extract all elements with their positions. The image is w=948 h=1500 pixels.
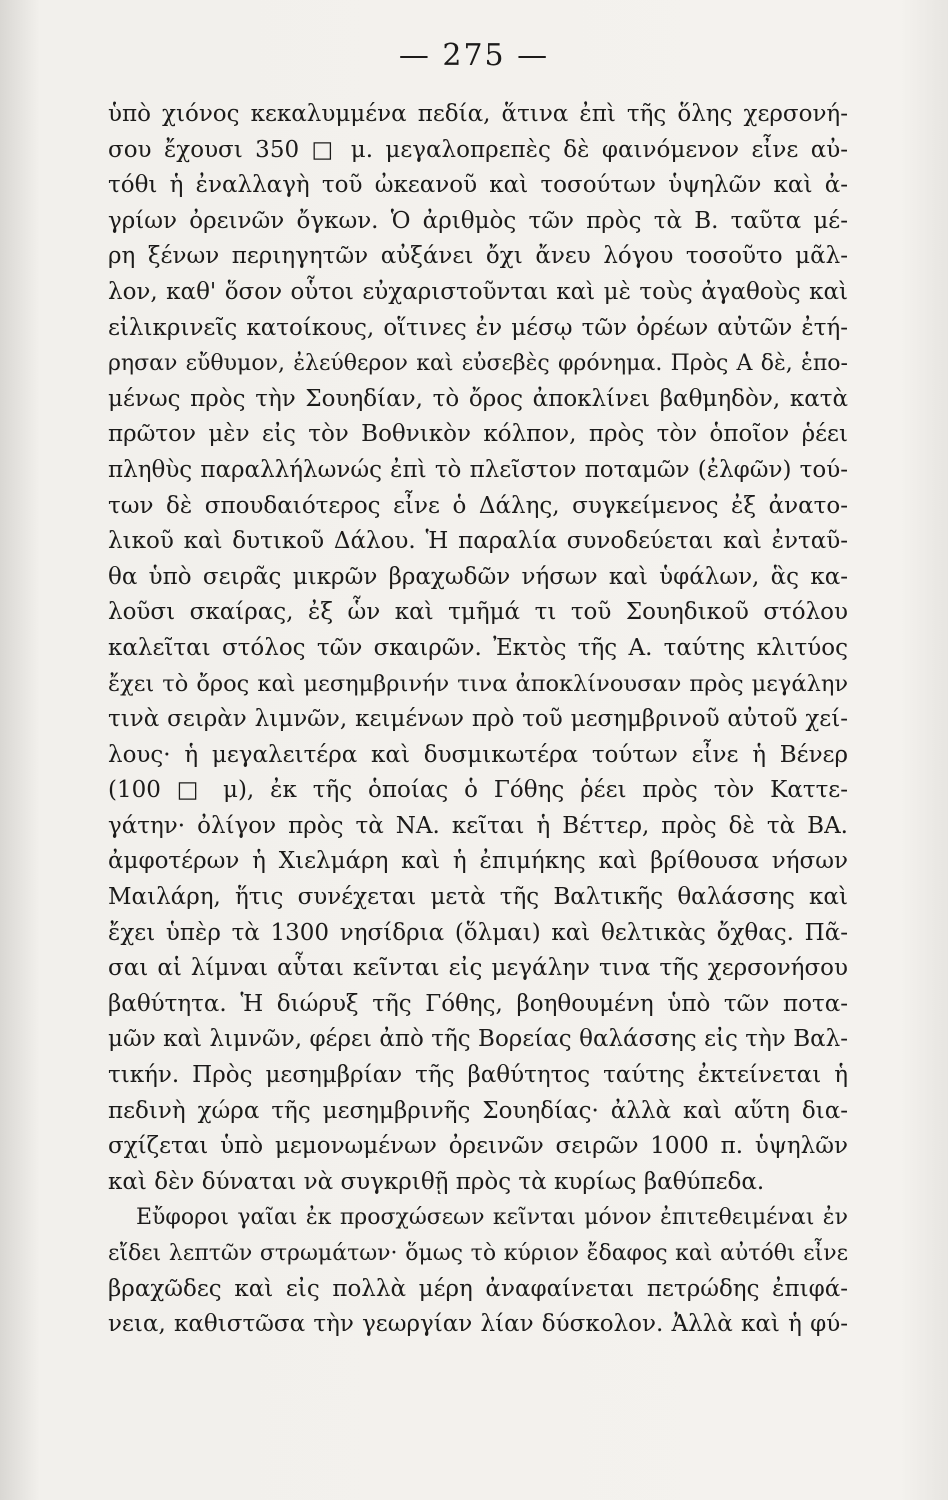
text-line: βαθύτητα. Ἡ διώρυξ τῆς Γόθης, βοηθουμένη ὑπὸ τῶν ποτα- xyxy=(108,990,848,1017)
text-line: λους· ἡ μεγαλειτέρα καὶ δυσμικωτέρα τούτων εἶνε ἡ Βένερ xyxy=(108,741,848,768)
text-line: θα ὑπὸ σειρᾶς μικρῶν βραχωδῶν νήσων καὶ ὑφάλων, ἃς κα- xyxy=(108,563,848,590)
text-line: βραχῶδες καὶ εἰς πολλὰ μέρη ἀναφαίνεται πετρώδης ἐπιφά- xyxy=(108,1275,848,1302)
paragraph-start-line: Εὔφοροι γαῖαι ἐκ προσχώσεων κεῖνται μόνον ἐπιτεθειμέναι ἐν xyxy=(136,1205,848,1231)
text-line: καλεῖται στόλος τῶν σκαιρῶν. Ἐκτὸς τῆς Α. ταύτης κλιτύος xyxy=(108,634,848,661)
text-line: σαι αἱ λίμναι αὗται κεῖνται εἰς μεγάλην τινα τῆς χερσονήσου xyxy=(108,955,848,982)
text-line: εἴδει λεπτῶν στρωμάτων· ὅμως τὸ κύριον ἔδαφος καὶ αὐτόθι εἶνε xyxy=(108,1241,848,1266)
text-line: ἔχει ὑπὲρ τὰ 1300 νησίδρια (ὅλμαι) καὶ θελτικὰς ὄχθας. Πᾶ- xyxy=(108,919,848,946)
paragraph-end-line: καὶ δὲν δύναται νὰ συγκριθῇ πρὸς τὰ κυρίως βαθύπεδα. xyxy=(108,1168,765,1195)
text-line: ρησαν εὔθυμον, ἐλεύθερον καὶ εὐσεβὲς φρόνημα. Πρὸς Α δὲ, ἑπο- xyxy=(108,351,848,377)
text-line: νεια, καθιστῶσα τὴν γεωργίαν λίαν δύσκολον. Ἀλλὰ καὶ ἡ φύ- xyxy=(108,1311,848,1338)
text-line: ρη ξένων περιηγητῶν αὐξάνει ὄχι ἄνευ λόγου τοσοῦτο μᾶλ- xyxy=(108,243,848,270)
text-line: Μαιλάρη, ἥτις συνέχεται μετὰ τῆς Βαλτικῆς θαλάσσης καὶ xyxy=(108,884,848,911)
text-line: γρίων ὀρεινῶν ὄγκων. Ὁ ἀριθμὸς τῶν πρὸς τὰ Β. ταῦτα μέ- xyxy=(108,207,848,234)
text-line: πληθὺς παραλλήλωνώς ἐπὶ τὸ πλεῖστον ποταμῶν (ἐλφῶν) τού- xyxy=(108,456,848,483)
text-line: σχίζεται ὑπὸ μεμονωμένων ὀρεινῶν σειρῶν 1000 π. ὑψηλῶν xyxy=(108,1133,848,1160)
page-number: — 275 — xyxy=(398,38,550,73)
text-line: (100 □ μ), ἐκ τῆς ὁποίας ὁ Γόθης ῥέει πρὸς τὸν Καττε- xyxy=(108,777,848,804)
body-text xyxy=(108,97,848,1343)
text-line: πεδινὴ χώρα τῆς μεσημβρινῆς Σουηδίας· ἀλλὰ καὶ αὕτη δια- xyxy=(108,1097,848,1124)
text-line: γάτην· ὀλίγον πρὸς τὰ ΝΑ. κεῖται ἡ Βέττερ, πρὸς δὲ τὰ ΒΑ. xyxy=(108,812,848,839)
text-line: μῶν καὶ λιμνῶν, φέρει ἀπὸ τῆς Βορείας θαλάσσης εἰς τὴν Βαλ- xyxy=(108,1026,848,1053)
text-line: ὑπὸ χιόνος κεκαλυμμένα πεδία, ἅτινα ἐπὶ τῆς ὅλης χερσονή- xyxy=(108,101,848,127)
text-line: ἀμφοτέρων ἡ Χιελμάρη καὶ ἡ ἐπιμήκης καὶ βρίθουσα νήσων xyxy=(108,848,848,875)
text-line: λοῦσι σκαίρας, ἐξ ὧν καὶ τμῆμά τι τοῦ Σουηδικοῦ στόλου xyxy=(108,599,848,626)
text-line: των δὲ σπουδαιότερος εἶνε ὁ Δάλης, συγκείμενος ἐξ ἀνατο- xyxy=(108,492,848,519)
text-line: λον, καθ' ὅσον οὗτοι εὐχαριστοῦνται καὶ μὲ τοὺς ἀγαθοὺς καὶ xyxy=(108,278,848,305)
text-line: σου ἔχουσι 350 □ μ. μεγαλοπρεπὲς δὲ φαινόμενον εἶνε αὐ- xyxy=(108,136,848,163)
text-line: λικοῦ καὶ δυτικοῦ Δάλου. Ἡ παραλία συνοδεύεται καὶ ἐνταῦ- xyxy=(108,528,848,555)
text-line: μένως πρὸς τὴν Σουηδίαν, τὸ ὄρος ἀποκλίνει βαθμηδὸν, κατὰ xyxy=(108,385,848,412)
text-line: εἰλικρινεῖς κατοίκους, οἵτινες ἐν μέσῳ τῶν ὀρέων αὐτῶν ἐτή- xyxy=(108,314,848,341)
text-line: ἔχει τὸ ὄρος καὶ μεσημβρινήν τινα ἀποκλίνουσαν πρὸς μεγάλην xyxy=(108,670,848,697)
text-line: τικήν. Πρὸς μεσημβρίαν τῆς βαθύτητος ταύτης ἐκτείνεται ἡ xyxy=(108,1062,848,1089)
text-line: τινὰ σειρὰν λιμνῶν, κειμένων πρὸ τοῦ μεσημβρινοῦ αὐτοῦ χεί- xyxy=(108,706,848,733)
text-line: πρῶτον μὲν εἰς τὸν Βοθνικὸν κόλπον, πρὸς τὸν ὁποῖον ῥέει xyxy=(108,421,848,448)
text-line: τόθι ἡ ἐναλλαγὴ τοῦ ὠκεανοῦ καὶ τοσούτων ὑψηλῶν καὶ ἀ- xyxy=(108,172,848,199)
